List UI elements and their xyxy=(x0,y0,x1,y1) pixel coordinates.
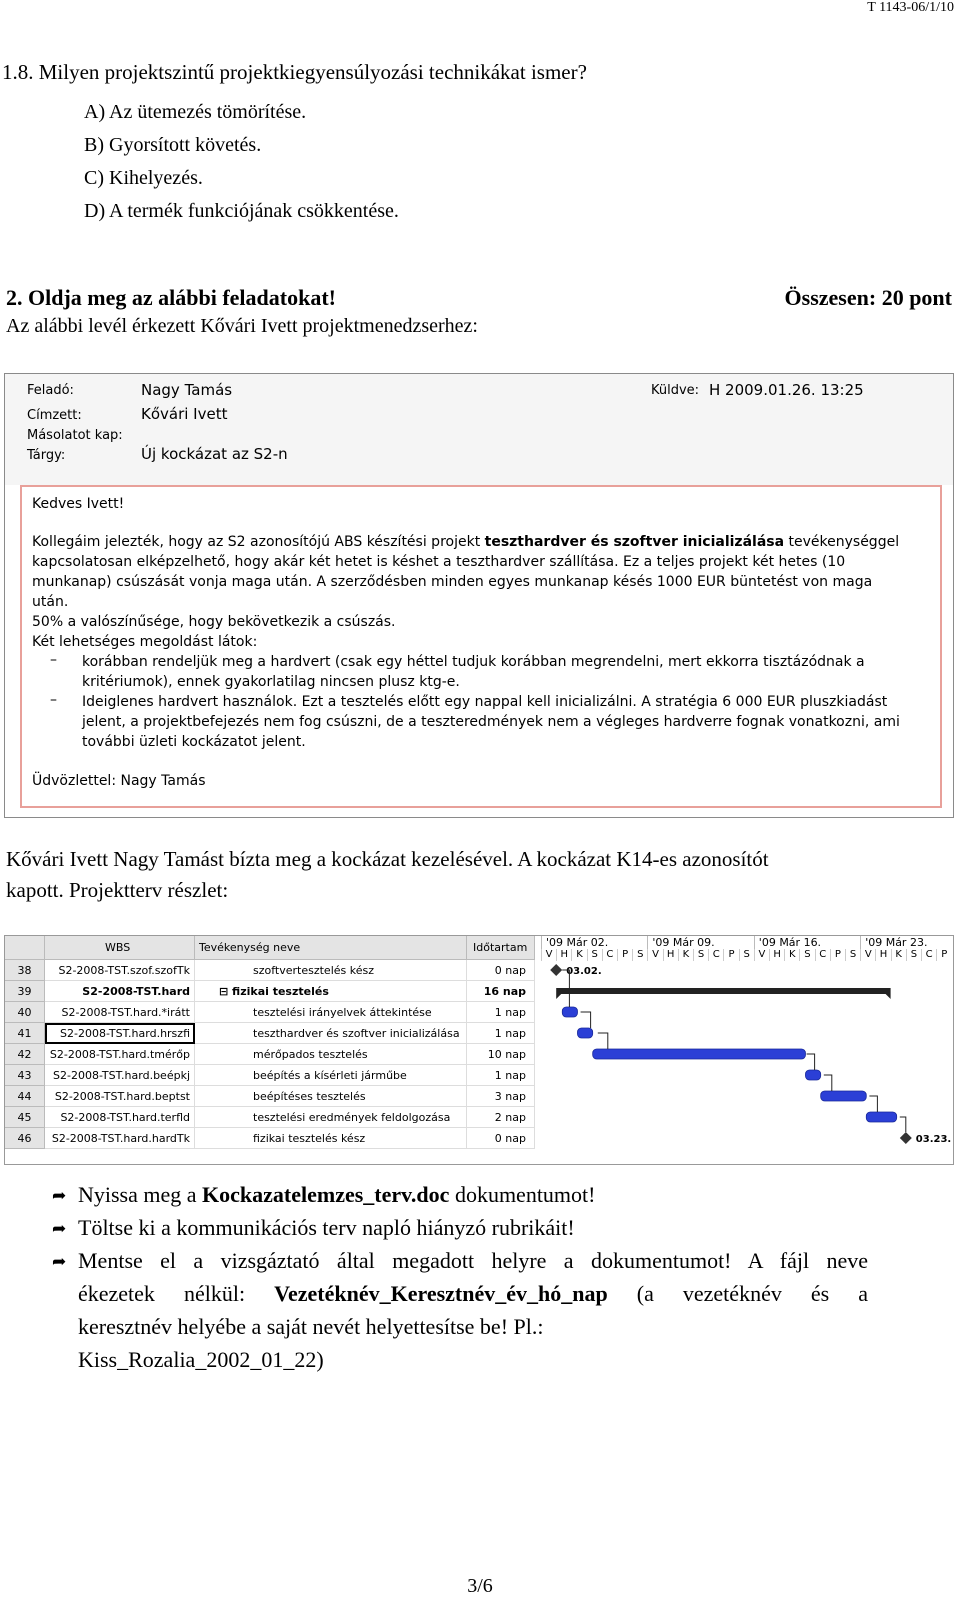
activity-name-cell: beépítéses tesztelés xyxy=(195,1086,467,1107)
activity-name-cell: teszthardver és szoftver inicializálása xyxy=(195,1023,467,1044)
to-value: Kővári Ivett xyxy=(141,405,228,423)
from-label: Feladó: xyxy=(27,383,74,398)
arrow-icon: ➦ xyxy=(52,1219,67,1238)
email-body xyxy=(20,485,942,808)
instruction-3-line-3: keresztnév helyébe a saját nevét helyettesítse be! Pl.: xyxy=(78,1314,544,1339)
activity-name-cell: fizikai tesztelés kész xyxy=(195,1128,467,1149)
activity-name-cell: mérőpados tesztelés xyxy=(195,1044,467,1065)
activity-name-cell: szoftvertesztelés kész xyxy=(195,960,467,981)
day-label: H xyxy=(663,949,678,961)
instruction-3-line-2: ékezetek nélkül: Vezetéknév_Keresztnév_év_hó_nap (a vezetéknév és a xyxy=(78,1281,868,1306)
day-label: P xyxy=(936,949,951,961)
duration-cell: 1 nap xyxy=(467,1002,535,1023)
row-number: 45 xyxy=(5,1107,45,1128)
milestone-end-label: 03.23. xyxy=(915,1134,952,1145)
email-greeting: Kedves Ivett! xyxy=(32,496,125,512)
wbs-cell: S2-2008-TST.hard.beptst xyxy=(45,1086,195,1107)
bullet-2-line-1: Ideiglenes hardvert használok. Ezt a tesztelés előtt egy nappal kell inicializálni. A stratégia 6 000 EUR pluszkiadást xyxy=(82,694,888,710)
activity-name-cell: tesztelési irányelvek áttekintése xyxy=(195,1002,467,1023)
summary-bar xyxy=(556,988,890,994)
day-label: K xyxy=(571,949,586,961)
subject-label: Tárgy: xyxy=(27,448,66,463)
row-number: 38 xyxy=(5,960,45,981)
task-bar xyxy=(562,1007,577,1017)
instruction-2: Töltse ki a kommunikációs terv napló hiányzó rubrikáit! xyxy=(78,1215,575,1240)
duration-cell: 3 nap xyxy=(467,1086,535,1107)
day-label: H xyxy=(769,949,784,961)
day-label: V xyxy=(754,949,769,961)
email-para-1-line-4: után. xyxy=(32,594,69,610)
bullet-dash-2: – xyxy=(50,692,57,708)
rownum-header xyxy=(5,936,45,960)
email-para-1-line-2: kapcsolatosan elképzelhető, hogy akár két hetet is késhet a teszthardver szállítása. Ez a teljes projekt két hetes (10 xyxy=(32,554,846,570)
bullet-1-line-1: korábban rendeljük meg a hardvert (csak egy héttel tudjuk korábban megrendelni, mert ekkorra tisztázódnak a xyxy=(82,654,865,670)
day-label: V xyxy=(647,949,662,961)
duration-cell: 16 nap xyxy=(467,981,535,1002)
email-message xyxy=(4,373,954,818)
day-label: P xyxy=(617,949,632,961)
task-2-points: Összesen: 20 pont xyxy=(784,285,952,310)
instruction-1: Nyissa meg a Kockazatelemzes_terv.doc dokumentumot! xyxy=(78,1182,596,1207)
sent-label: Küldve: xyxy=(651,383,700,398)
duration-cell: 0 nap xyxy=(467,1128,535,1149)
day-label: S xyxy=(693,949,708,961)
task-bar xyxy=(866,1112,896,1122)
wbs-cell: S2-2008-TST.hard.tmérőp xyxy=(45,1044,195,1065)
email-para-1-line-1: Kollegáim jelezték, hogy az S2 azonosítójú ABS készítési projekt teszthardver és szoftver inicializálása tevékenységgel xyxy=(32,534,900,550)
row-number: 43 xyxy=(5,1065,45,1086)
wbs-header: WBS xyxy=(45,936,195,960)
dependency-link xyxy=(598,1033,608,1049)
after-email-line-1: Kővári Ivett Nagy Tamást bízta meg a kockázat kezelésével. A kockázat K14-es azonosítót xyxy=(6,847,769,871)
bullet-dash-1: – xyxy=(50,652,57,668)
task-bar xyxy=(821,1091,867,1101)
activity-name-cell: ⊟ fizikai tesztelés xyxy=(195,981,467,1002)
summary-bar-end-right xyxy=(886,994,891,999)
duration-cell: 0 nap xyxy=(467,960,535,981)
day-label: C xyxy=(921,949,936,961)
day-label: C xyxy=(708,949,723,961)
task-table xyxy=(5,936,535,1164)
dependency-link xyxy=(869,1096,877,1112)
duration-cell: 1 nap xyxy=(467,1065,535,1086)
wbs-cell: S2-2008-TST.hard.terfld xyxy=(45,1107,195,1128)
week-label: '09 Már 23. xyxy=(860,936,954,949)
duration-header: Időtartam xyxy=(467,936,535,960)
day-label: K xyxy=(678,949,693,961)
from-value: Nagy Tamás xyxy=(141,381,233,399)
option-c: C) Kihelyezés. xyxy=(84,167,203,189)
bullet-2-line-3: további üzleti kockázatot jelent. xyxy=(82,734,306,750)
project-plan-excerpt xyxy=(4,935,954,1165)
task-bar xyxy=(805,1070,820,1080)
gantt-bars xyxy=(545,936,953,1164)
day-label: K xyxy=(891,949,906,961)
instruction-3-line-4: Kiss_Rozalia_2002_01_22) xyxy=(78,1347,324,1372)
to-label: Címzett: xyxy=(27,408,82,423)
row-number: 46 xyxy=(5,1128,45,1149)
task-bar xyxy=(577,1028,592,1038)
day-label: P xyxy=(830,949,845,961)
row-number: 42 xyxy=(5,1044,45,1065)
wbs-cell: S2-2008-TST.hard.hardTk xyxy=(45,1128,195,1149)
dependency-link xyxy=(824,1075,832,1091)
task-2-title: 2. Oldja meg az alábbi feladatokat! xyxy=(6,285,336,310)
gantt-chart xyxy=(545,936,953,1164)
week-label: '09 Már 02. xyxy=(541,936,647,949)
name-header: Tevékenység neve xyxy=(195,936,467,960)
day-label: C xyxy=(815,949,830,961)
day-label: S xyxy=(739,949,754,961)
cc-label: Másolatot kap: xyxy=(27,428,123,443)
day-label: S xyxy=(799,949,814,961)
day-label: C xyxy=(602,949,617,961)
bullet-2-line-2: jelent, a projektbefejezés nem fog csúszni, de a teszteredmények nem a végleges hardverre fognak vonatkozni, ami xyxy=(82,714,900,730)
dependency-link xyxy=(900,1117,906,1132)
wbs-cell: S2-2008-TST.szof.szofTk xyxy=(45,960,195,981)
page-number: 3/6 xyxy=(467,1575,493,1597)
day-label: P xyxy=(723,949,738,961)
subject-value: Új kockázat az S2-n xyxy=(141,445,288,463)
sent-value: H 2009.01.26. 13:25 xyxy=(709,381,864,399)
email-closing: Üdvözlettel: Nagy Tamás xyxy=(32,773,206,789)
instruction-3-line-1: Mentse el a vizsgáztató által megadott helyre a dokumentumot! A fájl neve xyxy=(78,1248,868,1273)
day-label: V xyxy=(860,949,875,961)
week-label: '09 Már 09. xyxy=(647,936,753,949)
activity-name-cell: tesztelési eredmények feldolgozása xyxy=(195,1107,467,1128)
day-label: S xyxy=(845,949,860,961)
dependency-link xyxy=(581,1012,591,1028)
bullet-1-line-2: kritériumok), ennek gyakorlatilag nincsen plusz ktg-e. xyxy=(82,674,460,690)
week-label: '09 Már 16. xyxy=(754,936,860,949)
activity-name-cell: beépítés a kísérleti járműbe xyxy=(195,1065,467,1086)
option-a: A) Az ütemezés tömörítése. xyxy=(84,101,307,123)
wbs-cell: S2-2008-TST.hard xyxy=(45,981,195,1002)
question-1-8: 1.8. Milyen projektszintű projektkiegyensúlyozási technikákat ismer? xyxy=(2,60,587,84)
arrow-icon: ➦ xyxy=(52,1252,67,1271)
option-d: D) A termék funkciójának csökkentése. xyxy=(84,200,399,222)
arrow-icon: ➦ xyxy=(52,1186,67,1205)
wbs-cell: S2-2008-TST.hard.*irátt xyxy=(45,1002,195,1023)
duration-cell: 10 nap xyxy=(467,1044,535,1065)
row-number: 40 xyxy=(5,1002,45,1023)
row-number: 41 xyxy=(5,1023,45,1044)
task-bar xyxy=(593,1049,806,1059)
day-label: S xyxy=(587,949,602,961)
task-2-intro: Az alábbi levél érkezett Kővári Ivett projektmenedzserhez: xyxy=(6,315,478,337)
option-b: B) Gyorsított követés. xyxy=(84,134,262,156)
day-label: S xyxy=(632,949,647,961)
day-label: H xyxy=(556,949,571,961)
day-label: S xyxy=(906,949,921,961)
milestone-marker xyxy=(900,1132,912,1144)
duration-cell: 2 nap xyxy=(467,1107,535,1128)
day-label: V xyxy=(541,949,556,961)
wbs-cell: S2-2008-TST.hard.hrszfi xyxy=(45,1023,195,1044)
milestone-start-label: 03.02. xyxy=(566,966,602,977)
day-label: K xyxy=(784,949,799,961)
email-header xyxy=(5,374,953,485)
document-code: T 1143-06/1/10 xyxy=(867,0,954,15)
summary-bar-end-left xyxy=(556,994,561,999)
wbs-cell: S2-2008-TST.hard.beépkj xyxy=(45,1065,195,1086)
email-para-3: Két lehetséges megoldást látok: xyxy=(32,634,258,650)
dependency-link xyxy=(807,1054,815,1070)
row-number: 39 xyxy=(5,981,45,1002)
after-email-line-2: kapott. Projektterv részlet: xyxy=(6,878,229,902)
day-label: H xyxy=(875,949,890,961)
email-para-2: 50% a valószínűsége, hogy bekövetkezik a csúszás. xyxy=(32,614,396,630)
email-para-1-line-3: munkanap) csúszását vonja maga után. A szerződésben minden egyes munkanap késés 1000 EUR büntetést von maga xyxy=(32,574,873,590)
row-number: 44 xyxy=(5,1086,45,1107)
duration-cell: 1 nap xyxy=(467,1023,535,1044)
milestone-marker xyxy=(550,964,562,976)
